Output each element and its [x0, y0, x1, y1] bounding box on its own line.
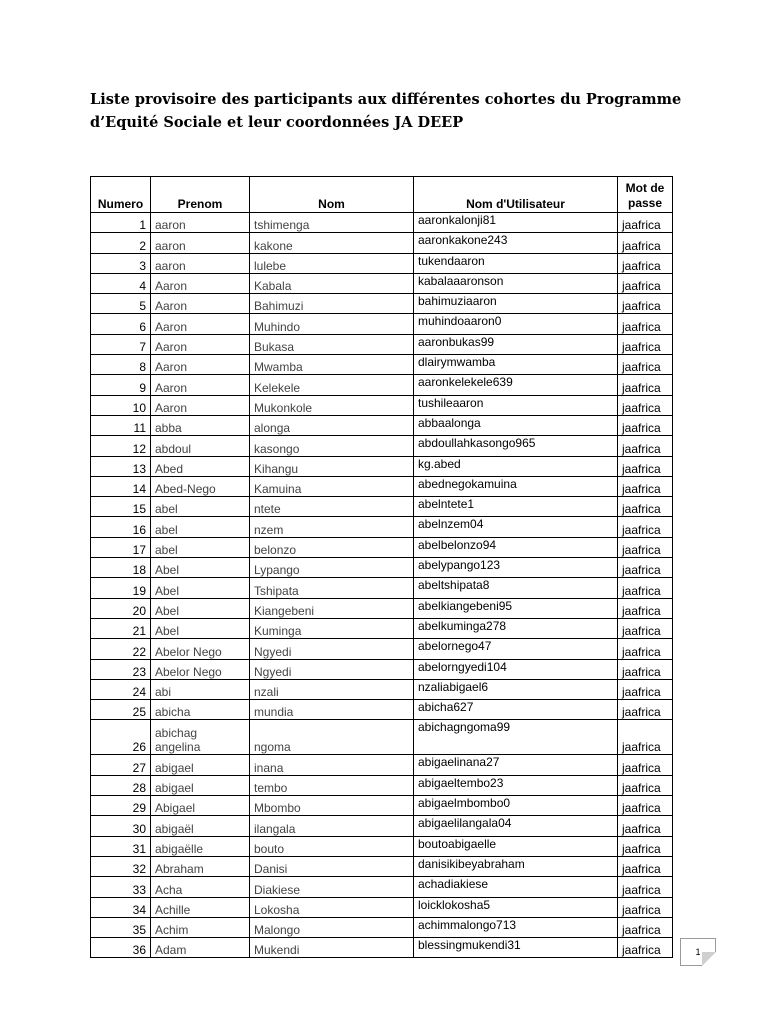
cell-nom-utilisateur: abelbelonzo94	[414, 537, 618, 557]
cell-mot-de-passe: jaafrica	[618, 618, 673, 638]
cell-prenom: Achille	[151, 897, 250, 917]
document-title	[90, 88, 710, 134]
cell-mot-de-passe: jaafrica	[618, 375, 673, 395]
table-row	[91, 476, 673, 496]
header-nom: Nom	[250, 177, 414, 213]
table-row	[91, 558, 673, 578]
cell-nom-utilisateur: muhindoaaron0	[414, 314, 618, 334]
cell-numero: 20	[91, 598, 151, 618]
cell-prenom: abigaëlle	[151, 836, 250, 856]
cell-mot-de-passe: jaafrica	[618, 273, 673, 293]
cell-nom-utilisateur: aaronkelekele639	[414, 375, 618, 395]
cell-mot-de-passe: jaafrica	[618, 917, 673, 937]
cell-mot-de-passe: jaafrica	[618, 517, 673, 537]
table-row	[91, 796, 673, 816]
cell-numero: 35	[91, 917, 151, 937]
cell-mot-de-passe: jaafrica	[618, 938, 673, 958]
table-row	[91, 537, 673, 557]
cell-nom-utilisateur: kabalaaaronson	[414, 273, 618, 293]
cell-prenom: abigaël	[151, 816, 250, 836]
cell-nom: Kamuina	[250, 476, 414, 496]
cell-nom: Bukasa	[250, 334, 414, 354]
table-row	[91, 938, 673, 958]
cell-prenom: abdoul	[151, 436, 250, 456]
cell-nom: Diakiese	[250, 877, 414, 897]
table-row	[91, 877, 673, 897]
cell-mot-de-passe: jaafrica	[618, 558, 673, 578]
cell-numero: 31	[91, 836, 151, 856]
cell-nom: Kiangebeni	[250, 598, 414, 618]
title-line-1: Liste provisoire des participants aux différentes cohortes du Programme	[90, 91, 682, 108]
cell-nom: tshimenga	[250, 213, 414, 233]
cell-prenom: Abel	[151, 558, 250, 578]
cell-mot-de-passe: jaafrica	[618, 497, 673, 517]
cell-nom: Danisi	[250, 856, 414, 876]
table-row	[91, 639, 673, 659]
cell-mot-de-passe: jaafrica	[618, 233, 673, 253]
cell-nom: kasongo	[250, 436, 414, 456]
cell-prenom: abba	[151, 415, 250, 435]
cell-numero: 15	[91, 497, 151, 517]
cell-prenom: Achim	[151, 917, 250, 937]
cell-prenom: Aaron	[151, 375, 250, 395]
cell-mot-de-passe: jaafrica	[618, 355, 673, 375]
cell-nom-utilisateur: abigaelilangala04	[414, 816, 618, 836]
cell-nom-utilisateur: abigaelinana27	[414, 755, 618, 775]
cell-numero: 9	[91, 375, 151, 395]
cell-mot-de-passe: jaafrica	[618, 415, 673, 435]
table-row	[91, 334, 673, 354]
cell-nom: Lypango	[250, 558, 414, 578]
cell-numero: 28	[91, 775, 151, 795]
cell-nom-utilisateur: aaronkakone243	[414, 233, 618, 253]
table-row	[91, 917, 673, 937]
cell-numero: 34	[91, 897, 151, 917]
cell-prenom: abigael	[151, 775, 250, 795]
cell-nom: alonga	[250, 415, 414, 435]
cell-mot-de-passe: jaafrica	[618, 334, 673, 354]
cell-nom: Mbombo	[250, 796, 414, 816]
table-row	[91, 294, 673, 314]
cell-prenom: Acha	[151, 877, 250, 897]
cell-numero: 1	[91, 213, 151, 233]
cell-numero: 25	[91, 700, 151, 720]
header-prenom: Prenom	[151, 177, 250, 213]
cell-prenom: Abel	[151, 618, 250, 638]
cell-nom-utilisateur: abelntete1	[414, 497, 618, 517]
table-row	[91, 497, 673, 517]
cell-prenom: Abed-Nego	[151, 476, 250, 496]
cell-numero: 29	[91, 796, 151, 816]
cell-nom: Malongo	[250, 917, 414, 937]
cell-prenom: Abelor Nego	[151, 639, 250, 659]
cell-mot-de-passe: jaafrica	[618, 775, 673, 795]
cell-mot-de-passe: jaafrica	[618, 476, 673, 496]
cell-prenom: Abed	[151, 456, 250, 476]
cell-mot-de-passe: jaafrica	[618, 679, 673, 699]
cell-prenom: Abel	[151, 598, 250, 618]
cell-mot-de-passe: jaafrica	[618, 700, 673, 720]
table-row	[91, 415, 673, 435]
cell-prenom: aaron	[151, 213, 250, 233]
cell-nom: Kihangu	[250, 456, 414, 476]
header-mot-de-passe: Mot de passe	[618, 177, 673, 213]
cell-nom: nzem	[250, 517, 414, 537]
table-row	[91, 618, 673, 638]
title-line-2: d’Equité Sociale et leur coordonnées JA DEEP	[90, 114, 464, 131]
cell-mot-de-passe: jaafrica	[618, 578, 673, 598]
cell-numero: 17	[91, 537, 151, 557]
cell-nom-utilisateur: abelkiangebeni95	[414, 598, 618, 618]
table-row	[91, 700, 673, 720]
cell-nom-utilisateur: achimmalongo713	[414, 917, 618, 937]
table-row	[91, 355, 673, 375]
cell-numero: 36	[91, 938, 151, 958]
cell-mot-de-passe: jaafrica	[618, 436, 673, 456]
table-row	[91, 856, 673, 876]
cell-nom-utilisateur: achadiakiese	[414, 877, 618, 897]
cell-mot-de-passe: jaafrica	[618, 836, 673, 856]
table-row	[91, 775, 673, 795]
cell-nom: Mukonkole	[250, 395, 414, 415]
cell-mot-de-passe: jaafrica	[618, 856, 673, 876]
header-numero: Numero	[91, 177, 151, 213]
cell-nom-utilisateur: kg.abed	[414, 456, 618, 476]
cell-mot-de-passe: jaafrica	[618, 598, 673, 618]
table-row	[91, 253, 673, 273]
table-row	[91, 897, 673, 917]
page-corner-fold-icon	[702, 952, 716, 966]
participants-table	[90, 176, 673, 958]
cell-nom-utilisateur: abicha627	[414, 700, 618, 720]
cell-prenom: Aaron	[151, 314, 250, 334]
cell-prenom: Aaron	[151, 395, 250, 415]
cell-prenom: Abraham	[151, 856, 250, 876]
cell-numero: 27	[91, 755, 151, 775]
cell-nom-utilisateur: dlairymwamba	[414, 355, 618, 375]
cell-nom: Bahimuzi	[250, 294, 414, 314]
table-row	[91, 578, 673, 598]
cell-prenom: abigael	[151, 755, 250, 775]
cell-nom-utilisateur: abigaeltembo23	[414, 775, 618, 795]
cell-prenom: Abigael	[151, 796, 250, 816]
table-row	[91, 456, 673, 476]
cell-nom: belonzo	[250, 537, 414, 557]
cell-nom: Kabala	[250, 273, 414, 293]
cell-numero: 2	[91, 233, 151, 253]
table-row	[91, 720, 673, 755]
cell-nom-utilisateur: abelnzem04	[414, 517, 618, 537]
cell-numero: 10	[91, 395, 151, 415]
cell-nom-utilisateur: abdoullahkasongo965	[414, 436, 618, 456]
cell-nom: Ngyedi	[250, 639, 414, 659]
cell-prenom: Abel	[151, 578, 250, 598]
cell-mot-de-passe: jaafrica	[618, 877, 673, 897]
table-row	[91, 273, 673, 293]
cell-mot-de-passe: jaafrica	[618, 213, 673, 233]
cell-mot-de-passe: jaafrica	[618, 755, 673, 775]
cell-numero: 4	[91, 273, 151, 293]
cell-nom-utilisateur: nzaliabigael6	[414, 679, 618, 699]
cell-mot-de-passe: jaafrica	[618, 395, 673, 415]
cell-nom: Muhindo	[250, 314, 414, 334]
cell-mot-de-passe: jaafrica	[618, 897, 673, 917]
cell-numero: 18	[91, 558, 151, 578]
cell-prenom: abel	[151, 537, 250, 557]
table-row	[91, 517, 673, 537]
cell-nom: Kuminga	[250, 618, 414, 638]
cell-prenom: Abelor Nego	[151, 659, 250, 679]
cell-numero: 21	[91, 618, 151, 638]
cell-nom: kakone	[250, 233, 414, 253]
cell-prenom: abicha	[151, 700, 250, 720]
cell-nom: Ngyedi	[250, 659, 414, 679]
cell-mot-de-passe: jaafrica	[618, 720, 673, 755]
cell-mot-de-passe: jaafrica	[618, 796, 673, 816]
cell-numero: 8	[91, 355, 151, 375]
cell-nom-utilisateur: bahimuziaaron	[414, 294, 618, 314]
cell-numero: 13	[91, 456, 151, 476]
cell-nom-utilisateur: abbaalonga	[414, 415, 618, 435]
cell-numero: 33	[91, 877, 151, 897]
cell-numero: 23	[91, 659, 151, 679]
cell-prenom: aaron	[151, 233, 250, 253]
cell-mot-de-passe: jaafrica	[618, 537, 673, 557]
cell-prenom: abel	[151, 497, 250, 517]
cell-nom: ngoma	[250, 720, 414, 755]
cell-prenom: Aaron	[151, 334, 250, 354]
cell-nom-utilisateur: abelkuminga278	[414, 618, 618, 638]
table-row	[91, 213, 673, 233]
cell-numero: 12	[91, 436, 151, 456]
table-row	[91, 755, 673, 775]
cell-nom: Mukendi	[250, 938, 414, 958]
cell-nom-utilisateur: danisikibeyabraham	[414, 856, 618, 876]
cell-prenom: aaron	[151, 253, 250, 273]
cell-mot-de-passe: jaafrica	[618, 816, 673, 836]
cell-nom: Mwamba	[250, 355, 414, 375]
cell-prenom: abel	[151, 517, 250, 537]
table-row	[91, 598, 673, 618]
cell-nom: Kelekele	[250, 375, 414, 395]
cell-numero: 14	[91, 476, 151, 496]
page-number: 1	[695, 947, 701, 957]
cell-numero: 24	[91, 679, 151, 699]
cell-nom-utilisateur: loicklokosha5	[414, 897, 618, 917]
cell-nom-utilisateur: abelorngyedi104	[414, 659, 618, 679]
table-row	[91, 679, 673, 699]
cell-nom-utilisateur: tukendaaron	[414, 253, 618, 273]
cell-numero: 22	[91, 639, 151, 659]
table-row	[91, 233, 673, 253]
table-body	[91, 213, 673, 958]
cell-nom-utilisateur: abigaelmbombo0	[414, 796, 618, 816]
cell-nom: nzali	[250, 679, 414, 699]
cell-nom: Lokosha	[250, 897, 414, 917]
cell-nom-utilisateur: tushileaaron	[414, 395, 618, 415]
header-nom-utilisateur: Nom d'Utilisateur	[414, 177, 618, 213]
cell-numero: 3	[91, 253, 151, 273]
table-row	[91, 395, 673, 415]
cell-nom-utilisateur: blessingmukendi31	[414, 938, 618, 958]
cell-numero: 30	[91, 816, 151, 836]
cell-numero: 11	[91, 415, 151, 435]
table-row	[91, 375, 673, 395]
cell-prenom: Aaron	[151, 273, 250, 293]
cell-prenom: Adam	[151, 938, 250, 958]
cell-nom-utilisateur: abelypango123	[414, 558, 618, 578]
cell-nom: bouto	[250, 836, 414, 856]
cell-nom-utilisateur: boutoabigaelle	[414, 836, 618, 856]
cell-nom-utilisateur: abednegokamuina	[414, 476, 618, 496]
cell-mot-de-passe: jaafrica	[618, 253, 673, 273]
cell-nom: ilangala	[250, 816, 414, 836]
cell-prenom: abichag angelina	[151, 720, 250, 755]
cell-prenom: Aaron	[151, 355, 250, 375]
cell-prenom: Aaron	[151, 294, 250, 314]
cell-numero: 5	[91, 294, 151, 314]
cell-numero: 19	[91, 578, 151, 598]
cell-nom: Tshipata	[250, 578, 414, 598]
cell-numero: 7	[91, 334, 151, 354]
cell-mot-de-passe: jaafrica	[618, 639, 673, 659]
cell-mot-de-passe: jaafrica	[618, 314, 673, 334]
cell-nom-utilisateur: abelornego47	[414, 639, 618, 659]
cell-mot-de-passe: jaafrica	[618, 456, 673, 476]
cell-nom-utilisateur: abeltshipata8	[414, 578, 618, 598]
cell-nom: tembo	[250, 775, 414, 795]
page-number-box	[680, 938, 716, 966]
table-row	[91, 314, 673, 334]
cell-nom: ntete	[250, 497, 414, 517]
cell-nom-utilisateur: abichagngoma99	[414, 720, 618, 755]
cell-nom: mundia	[250, 700, 414, 720]
table-row	[91, 816, 673, 836]
cell-mot-de-passe: jaafrica	[618, 294, 673, 314]
cell-nom-utilisateur: aaronbukas99	[414, 334, 618, 354]
cell-mot-de-passe: jaafrica	[618, 659, 673, 679]
cell-numero: 16	[91, 517, 151, 537]
cell-prenom: abi	[151, 679, 250, 699]
cell-numero: 32	[91, 856, 151, 876]
cell-nom-utilisateur: aaronkalonji81	[414, 213, 618, 233]
table-row	[91, 836, 673, 856]
table-row	[91, 436, 673, 456]
cell-nom: lulebe	[250, 253, 414, 273]
cell-nom: inana	[250, 755, 414, 775]
cell-numero: 26	[91, 720, 151, 755]
table-header-row	[91, 177, 673, 213]
table-row	[91, 659, 673, 679]
cell-numero: 6	[91, 314, 151, 334]
